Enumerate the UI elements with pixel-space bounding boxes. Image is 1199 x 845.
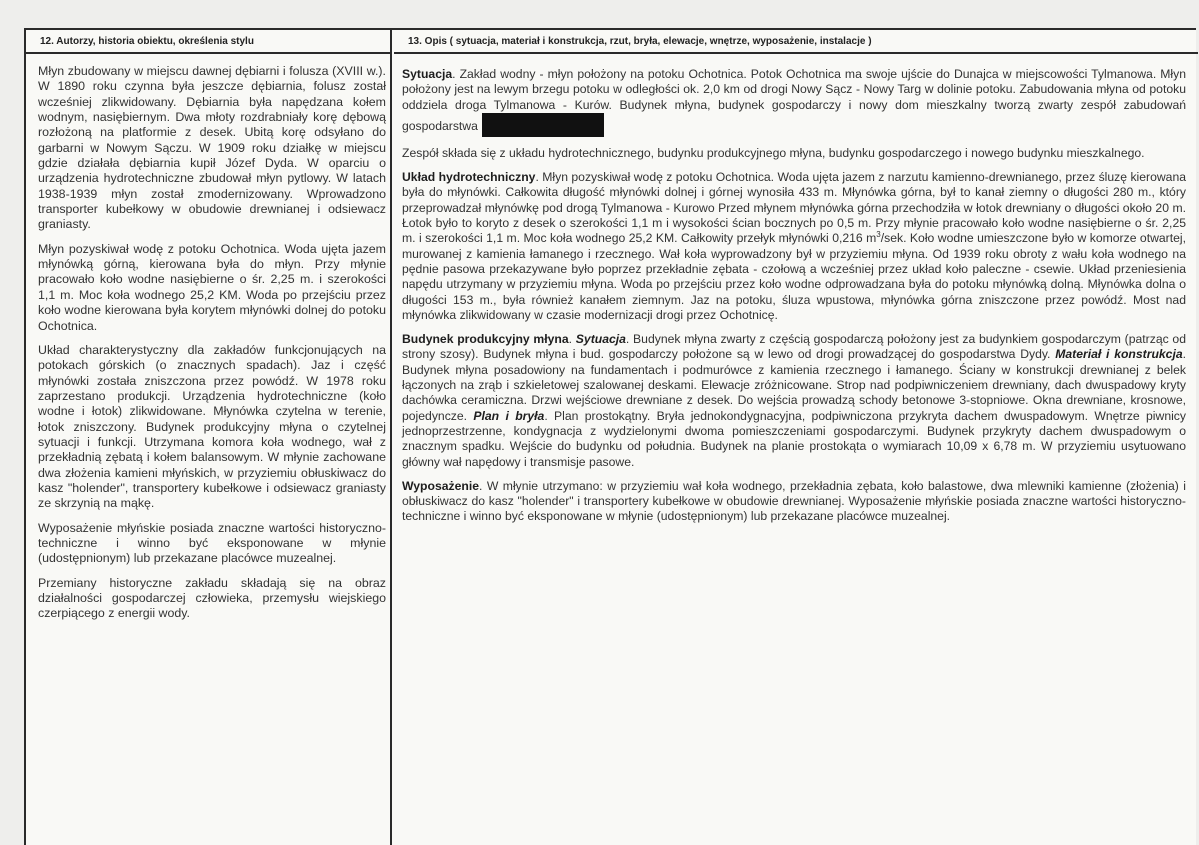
- history-paragraph-1: Młyn zbudowany w miejscu dawnej dębiarni i folusza (XVIII w.). W 1890 roku czynna była jeszcze dębiarnia, folusz został wcześniej zlikwidowany. Dębiarnia była napędzana kołem wodnym, nasiębiernym. Dwa młoty rozdrabniały korę dębową rozłożoną na platformie z desek. Ubitą korę odsyłano do garbarni w Nowym Sączu. W 1909 roku działkę w miejscu gdzie działała dębiarnia kupił Józef Dyda. W oparciu o urządzenia hydrotechniczne zbudował młyn pytlowy. W latach 1938-1939 młyn został zmodernizowany. Wprowadzono transporter kubełkowy w obudowie drewnianej i odsiewacz graniasty.: [38, 64, 386, 232]
- building-paragraph: Budynek produkcyjny młyna. Sytuacja. Budynek młyna zwarty z częścią gospodarczą położony jest za budynkiem gospodarczym (patrząc od strony szosy). Budynek młyna i bud. gospodarczy położone są w lewo od drogi prowadzącej do gospodarstwa Dydy. Materiał i konstrukcja. Budynek młyna posadowiony na fundamentach i podmurówce z kamienia rzecznego i łamanego. Ściany w konstrukcji drewnianej z belek łączonych na zrąb i szkieletowej szalowanej deskami. Elewacje zróżnicowane. Strop nad podpiwniczeniem drewniany, dach dwuspadowy kryty dachówka ceramiczna. Drzwi wejściowe drewniane z desek. Do wejścia prowadzą schody betonowe 3-stopniowe. Okna drewniane, krosnowe, pojedyncze. Plan i bryła. Plan prostokątny. Bryła jednokondygnacyjna, podpiwniczona przykryta dachem dwuspadowym. Wnętrze piwnicy jednoprzestrzenne, kondygnacja z wydzielonymi dwoma pomieszczeniami gospodarczymi. Budynek przykryty dachem dwuspadowym o znacznym spadku. Wejście do budynku od południa. Budynek na planie prostokąta o wymiarach 10,09 x 6,78 m. W przyziemiu usytuowano główny wał napędowy i transmisje pasowe.: [402, 332, 1186, 469]
- hydro-text-1: . Młyn pozyskiwał wodę z potoku Ochotnica. Woda ujęta jazem z narzutu kamienno-drewnianego, przez śluzę kierowana była do młynówki. Całkowita długość młynówki dolnej i górnej wynosiła 433 m. Młynówka górna, był to kanał ziemny o długości 280 m., który przeprowadzał młynówkę pod drogą Tylmanowa - Kurowo Przed młynem młynówka górna przechodziła w łotok drewniany o długości około 20 m. Łotok było to koryto z desek o szerokości 1,1 m i wysokości ścian bocznych po 0,5 m. Przy młynie pracowało koło wodne nasiębierne o śr. 2,25 m. i szerokości 1,1 m. Moc koła wodnego 25,2 KM. Całkowity przełyk młynówki 0,216 m: [402, 170, 1186, 246]
- history-paragraph-5: Przemiany historyczne zakładu składają się na obraz działalności gospodarczej człowieka, przemysłu wiejskiego czerpiącego z energii wody.: [38, 575, 386, 621]
- section-13-heading: 13. Opis ( sytuacja, materiał i konstrukcja, rzut, bryła, elewacje, wnętrze, wyposażenie, instalacje ): [394, 30, 1198, 54]
- building-sub-situation: Sytuacja: [575, 332, 626, 347]
- equipment-paragraph: [402, 479, 1186, 525]
- section-12-heading: 12. Autorzy, historia obiektu, określenia stylu: [26, 30, 390, 54]
- hydro-superscript: 3: [876, 230, 881, 240]
- hydro-paragraph: [402, 170, 1186, 323]
- equipment-label: Wyposażenie: [402, 478, 479, 493]
- situation-label: Sytuacja: [402, 67, 453, 81]
- situation-text: . Zakład wodny - młyn położony na potoku Ochotnica. Potok Ochotnica ma swoje ujście do Dunajca w miejscowości Tylmanowa. Młyn położony jest na lewym brzegu potoku w odległości ok. 2,0 km od drogi Nowy Sącz - Nowy Targ w dolinie potoku. Zabudowania młyna od potoku oddziela droga Tylmanowa - Kurów. Budynek młyna, budynek gospodarczy i nowy dom mieszkalny tworzą zwarty zespół zabudowań gospodarstwa: [402, 67, 1186, 133]
- situation-paragraph: [402, 67, 1186, 137]
- right-column: [394, 30, 1198, 845]
- left-column: [26, 30, 392, 845]
- building-label: Budynek produkcyjny młyna: [402, 332, 569, 347]
- building-text-1: . Budynek młyna zwarty z częścią gospodarczą położony jest za budynkiem gospodarczym (patrząc od strony szosy). Budynek młyna i bud. gospodarczy położone są w lewo od drogi prowadzącej do gospodarstwa Dydy.: [402, 332, 1186, 362]
- history-paragraph-4: Wyposażenie młyńskie posiada znaczne wartości historyczno-techniczne i winno być eksponowane w młynie (udostępnionym) lub przekazane placówce muzealnej.: [38, 520, 386, 566]
- complex-paragraph: Zespół składa się z układu hydrotechnicznego, budynku produkcyjnego młyna, budynku gospodarczego i nowego budynku mieszkalnego.: [402, 145, 1145, 160]
- building-sub-plan: Plan i bryła: [473, 408, 545, 423]
- section-12-body: [26, 54, 390, 622]
- form-sheet: [24, 28, 1196, 845]
- hydro-text-2: /sek. Koło wodne umieszczone było w komorze otwartej, murowanej z kamienia łamanego i rzecznego. Wał koła wyprowadzony był w przyziemiu młyna. Od 1939 roku obroty z wału koła wodnego na pędnie pasowa przekazywane było poprzez przekładnie zębata - czołową a wcześniej przez układ koło paleczne - csewie. Układ przeniesienia napędu utrzymany w przyziemiu młyna. Woda po przejściu przez koło wodne odprowadzana była do potoku młynówką dolną. Młynówka dolna o długości 153 m., była również kanałem ziemnym. Jaz na potoku, śluza wpustowa, młynówka górna zniszczone przez powódź. Most nad młynówka zlikwidowany w czasie modernizacji drogi przez Ochotnicę.: [402, 231, 1186, 322]
- building-text-2: . Budynek młyna posadowiony na fundamentach i podmurówce z kamienia rzecznego i łamanego. Ściany w konstrukcji drewnianej z belek łączonych na zrąb i szkieletowej szalowanej deskami. Elewacje zróżnicowane. Strop nad podpiwniczeniem drewniany, dach dwuspadowy kryty dachówka ceramiczna. Drzwi wejściowe drewniane z desek. Do wejścia prowadzą schody betonowe 3-stopniowe. Okna drewniane, krosnowe, pojedyncze.: [402, 347, 1186, 423]
- building-text-3: . Plan prostokątny. Bryła jednokondygnacyjna, podpiwniczona przykryta dachem dwuspadowym. Wnętrze piwnicy jednoprzestrzenne, kondygnacja z wydzielonymi dwoma pomieszczeniami gospodarczymi. Budynek przykryty dachem dwuspadowym o znacznym spadku. Wejście do budynku od południa. Budynek na planie prostokąta o wymiarach 10,09 x 6,78 m. W przyziemiu usytuowano główny wał napędowy i transmisje pasowe.: [402, 408, 1186, 469]
- hydro-label: Układ hydrotechniczny: [402, 170, 536, 185]
- redaction-block: [482, 113, 604, 137]
- history-paragraph-3: Układ charakterystyczny dla zakładów funkcjonujących na potokach górskich (o znacznych spadach). Jaz i część młynówki została zniszczona przez powódź. W 1978 roku zaprzestano produkcji. Urządzenia hydrotechniczne (koło wodne i łotok) zlikwidowane. Młynówka czytelna w terenie, łotok zniszczony. Budynek produkcyjny młyna o czytelnej sytuacji i funkcji. Utrzymana komora koła wodnego, wał z przekładnią zębatą i kołem balansowym. W młynie zachowane dwa złożenia kamieni młyńskich, w przyziemiu obłuskiwacz do kasz "holender", transportery kubełkowe i odsiewacz graniasty ze skrzynią na mąkę.: [38, 342, 386, 511]
- building-sub-material: Materiał i konstrukcja: [1055, 347, 1183, 362]
- history-paragraph-2: Młyn pozyskiwał wodę z potoku Ochotnica. Woda ujęta jazem młynówką górną, kierowana była do młyn. Przy młynie pracowało koło wodne nasiębierne o śr. 2,25 m. i szerokości 1,1 m. Moc koła wodnego 25,2 KM. Woda po przejściu przez koło wodne kierowana była korytem młynówki dolnej do potoku Ochotnica.: [38, 241, 386, 333]
- equipment-text: . W młynie utrzymano: w przyziemiu wał koła wodnego, przekładnia zębata, koło balastowe, dwa mlewniki kamienne (złożenia) i obłuskiwacz do kasz "holender" i transportery kubełkowe w obudowie drewnianej. Wyposażenie młyńskie posiada znaczne wartości historyczno-techniczne i winno być eksponowane w młynie (udostępnionym) lub przekazane placówce muzealnej.: [402, 478, 1186, 524]
- section-13-body: [394, 54, 1198, 525]
